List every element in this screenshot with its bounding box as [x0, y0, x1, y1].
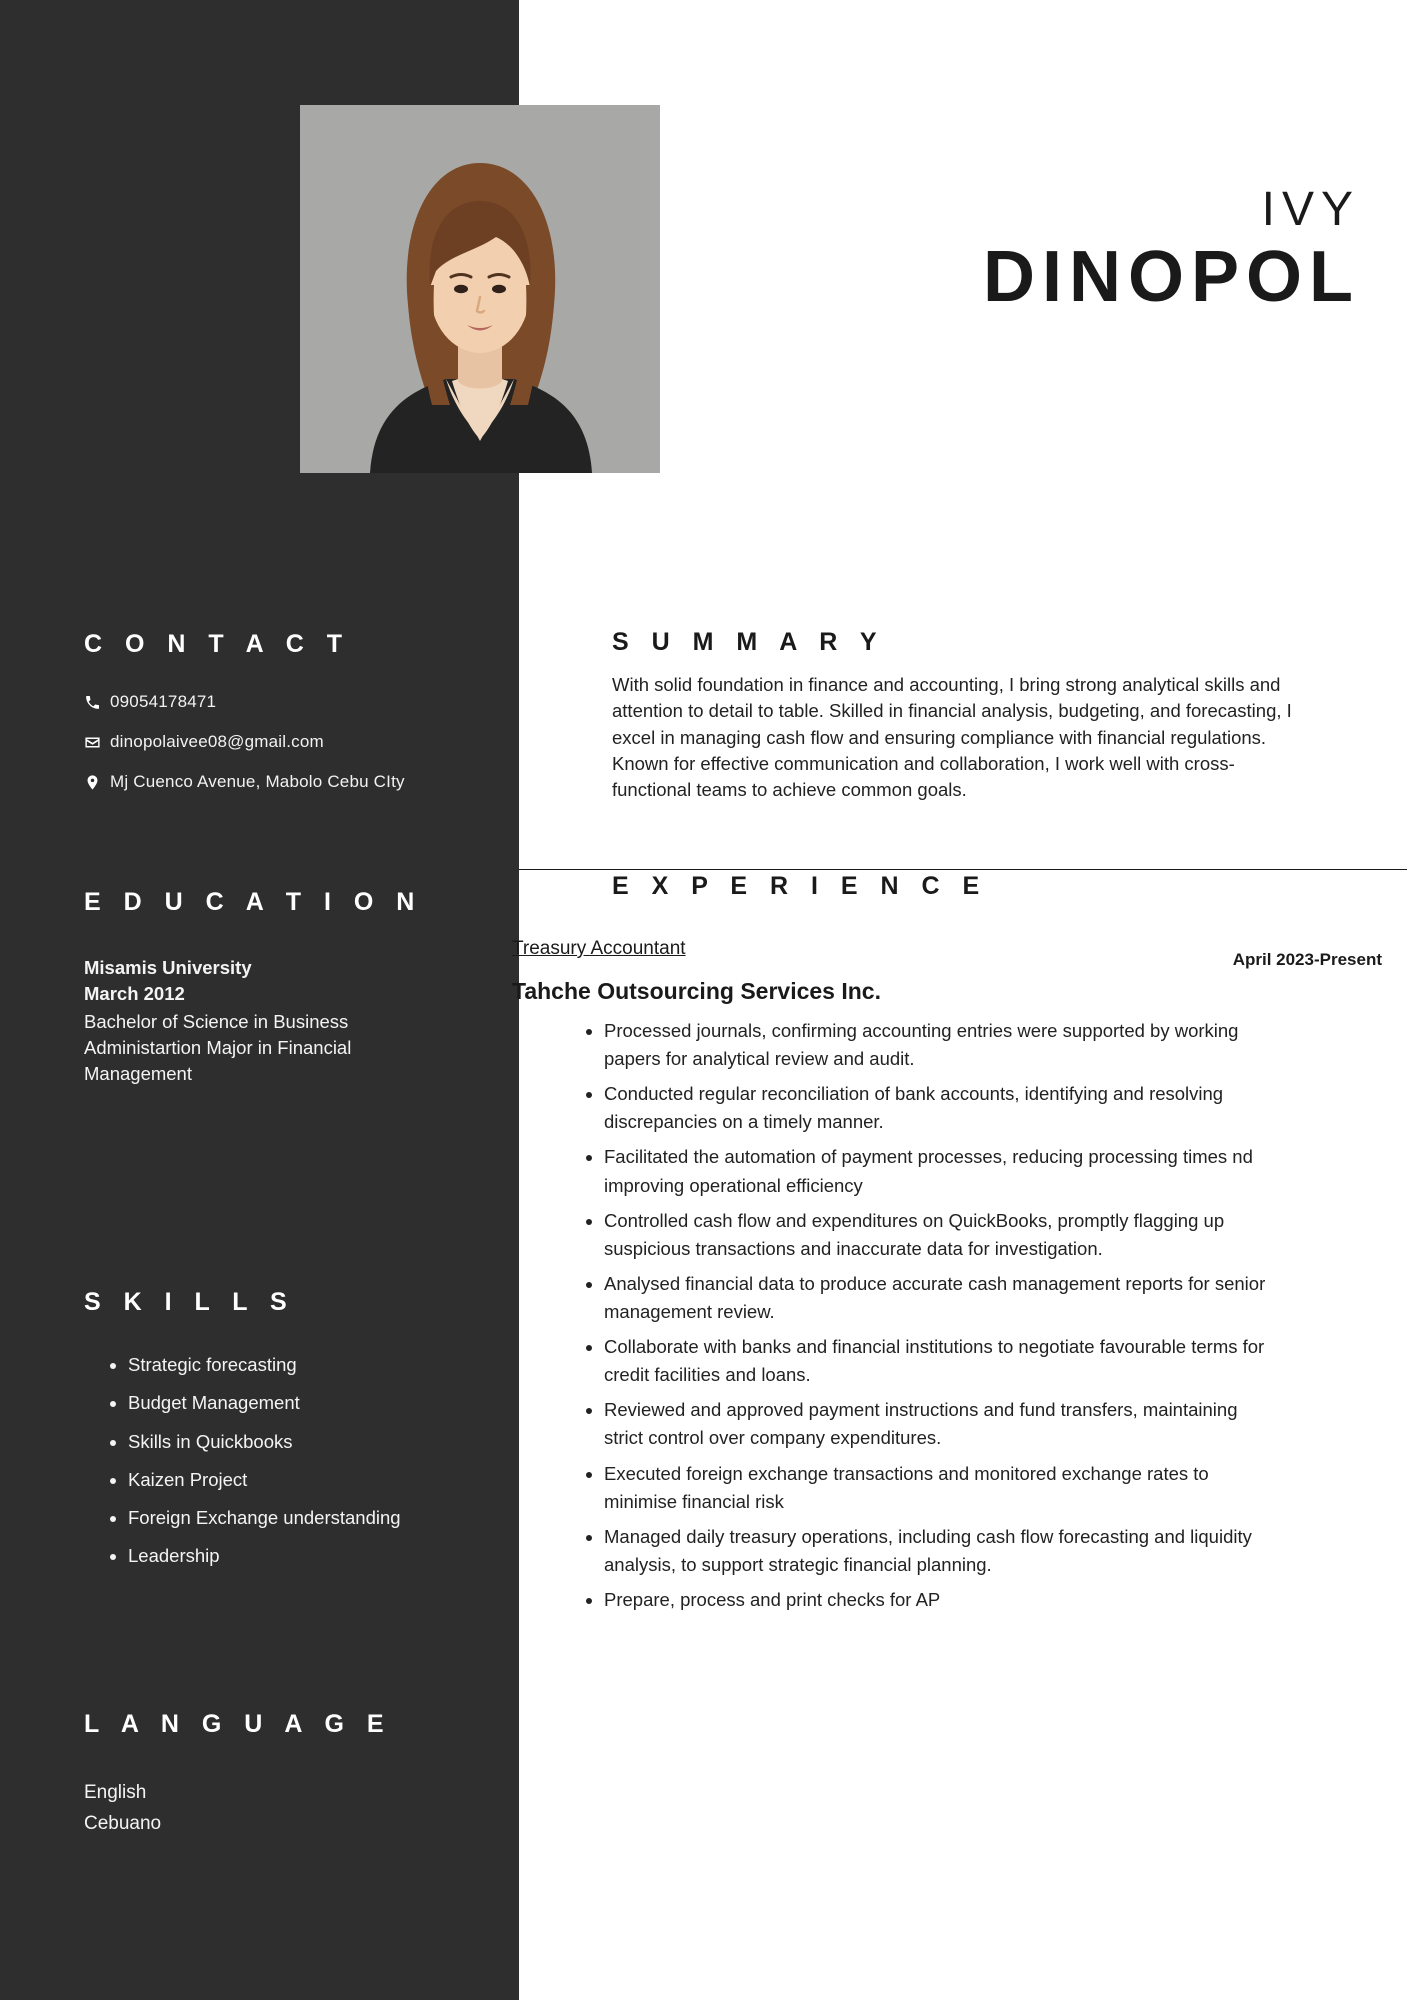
experience-divider [519, 869, 1407, 870]
list-item: • Facilitated the automation of payment processes, reducing processing times nd improving operational efficiency [604, 1143, 1272, 1199]
job-bullets [512, 1017, 1272, 1614]
experience-heading: E X P E R I E N C E [612, 872, 988, 900]
job-date: April 2023-Present [1232, 950, 1382, 969]
list-item: • Executed foreign exchange transactions and monitored exchange rates to minimise financial risk [604, 1460, 1272, 1516]
contact-address [84, 772, 484, 792]
contact-email-value: dinopolaivee08@gmail.com [110, 732, 324, 751]
education-school: Misamis University [84, 957, 252, 978]
experience-entry [512, 938, 1382, 1621]
education-block [84, 955, 464, 1087]
education-date: March 2012 [84, 983, 185, 1005]
list-item: • Leadership [128, 1543, 490, 1569]
list-item: • Kaizen Project [128, 1467, 490, 1493]
list-item: • Strategic forecasting [128, 1352, 490, 1378]
list-item: • Budget Management [128, 1390, 490, 1416]
list-item: • Processed journals, confirming accounting entries were supported by working papers for analytical review and audit. [604, 1017, 1272, 1073]
location-pin-icon [84, 774, 110, 791]
job-company: Tahche Outsourcing Services Inc. [512, 978, 881, 1004]
summary-text: With solid foundation in finance and accounting, I bring strong analytical skills and attention to detail to table. Skilled in financial analysis, budgeting, and forecasting, I excel in managing cash flow and ensuring compliance with financial regulations. Known for effective communication and collaboration, I work well with cross-functional teams to achieve common goals. [612, 674, 1292, 801]
contact-phone [84, 692, 484, 712]
envelope-icon [84, 734, 110, 751]
last-name: DINOPOL [982, 237, 1360, 318]
contact-address-value: Mj Cuenco Avenue, Mabolo Cebu CIty [110, 772, 405, 791]
summary-heading: S U M M A R Y [612, 628, 885, 656]
contact-heading: C O N T A C T [84, 630, 351, 658]
list-item: • Skills in Quickbooks [128, 1429, 490, 1455]
list-item: English [84, 1782, 147, 1803]
job-header-row [512, 938, 1382, 976]
list-item: • Collaborate with banks and financial institutions to negotiate favourable terms for credit facilities and loans. [604, 1333, 1272, 1389]
list-item: Cebuano [84, 1812, 162, 1834]
phone-icon [84, 694, 110, 711]
profile-photo [300, 105, 660, 473]
skills-heading: S K I L L S [84, 1288, 295, 1316]
list-item: • Analysed financial data to produce accurate cash management reports for senior management review. [604, 1270, 1272, 1326]
name-block [700, 185, 1360, 318]
education-degree: Bachelor of Science in Business Administartion Major in Financial Management [84, 1010, 352, 1085]
first-name: IVY [1261, 183, 1360, 236]
language-heading: L A N G U A G E [84, 1710, 392, 1738]
list-item: • Managed daily treasury operations, including cash flow forecasting and liquidity analysis, to support strategic financial planning. [604, 1523, 1272, 1579]
list-item: • Reviewed and approved payment instructions and fund transfers, maintaining strict control over company expenditures. [604, 1396, 1272, 1452]
language-list [84, 1778, 424, 1840]
contact-list [84, 692, 484, 812]
skills-list [100, 1352, 490, 1582]
list-item: • Controlled cash flow and expenditures on QuickBooks, promptly flagging up suspicious transactions and inaccurate data for investigation. [604, 1207, 1272, 1263]
list-item: • Foreign Exchange understanding [128, 1505, 490, 1531]
education-heading: E D U C A T I O N [84, 888, 423, 916]
contact-email [84, 732, 484, 752]
job-title: Treasury Accountant [512, 938, 686, 959]
contact-phone-value: 09054178471 [110, 692, 217, 711]
list-item: • Prepare, process and print checks for AP [604, 1586, 1272, 1614]
list-item: • Conducted regular reconciliation of bank accounts, identifying and resolving discrepancies on a timely manner. [604, 1080, 1272, 1136]
